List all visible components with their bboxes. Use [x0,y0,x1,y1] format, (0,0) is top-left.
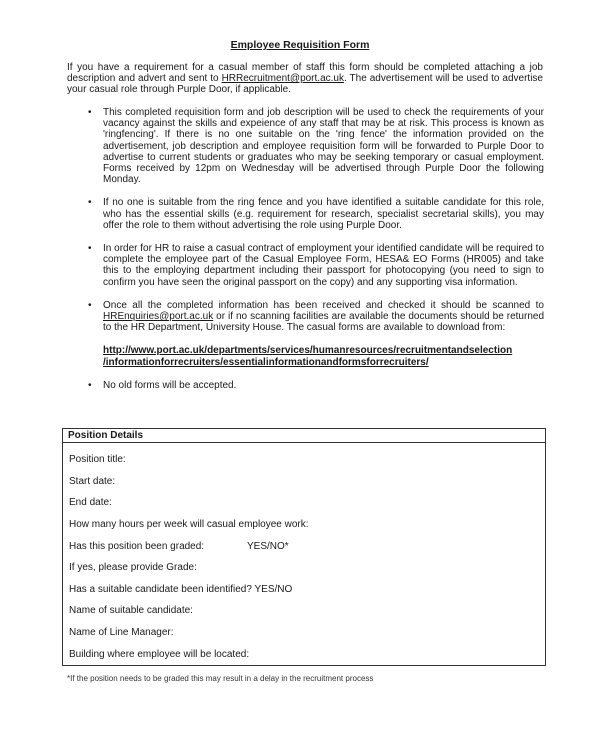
grading-footnote: *If the position needs to be graded this may result in a delay in the recruitment process [67,674,374,683]
field-label: Has this position been graded: [69,541,205,552]
field-graded[interactable] [69,541,289,552]
field-label: Name of Line Manager: [69,627,174,638]
forms-url-line-2[interactable]: /informationforrecruiters/essentialinformationandformsforrecruiters/ [103,356,429,368]
field-end-date[interactable] [69,497,112,508]
scan-text-start: Once all the completed information has been received and checked it should be scanned to [103,299,544,311]
bullet-old-forms: • No old forms will be accepted. [88,380,544,391]
field-label: End date: [69,497,112,508]
enquiries-email-link[interactable]: HREnquiries@port.ac.uk [103,311,214,323]
bullet-ringfencing: • This completed requisition form and job description will be used to check the requirements of your vacancy against the skills and expeience of any staff that may be at risk. This process is known as 'ringfencing'. If there is no one suitable on the 'ring fence' the information provided on the advertisement, job description and employee requisition form will be forwarded to Purple Door to advertise to current students or graduates who may be seeking temporary or casual employment. Forms received by 12pm on Wednesday will be advertised through Purple Door the following Monday. [88,107,544,185]
field-candidate-identified[interactable] [69,584,292,595]
field-start-date[interactable] [69,476,115,487]
field-line-manager[interactable] [69,627,174,638]
instructions-list [88,107,544,391]
graded-yes-no[interactable]: YES/NO* [247,541,289,552]
position-details-box [62,428,546,666]
scan-text-end: or if no scanning facilities are available the documents should be returned to the HR Department, University House. The casual forms are available to download from: [103,311,544,334]
form-title: Employee Requisition Form [230,39,370,51]
field-grade[interactable] [69,562,197,573]
bullet-contract: • In order for HR to raise a casual contract of employment your identified candidate will be required to complete the employee part of the Casual Employee Form, HESA& EO Forms (HR005) and take this to the employing department including their passport for photocopying (you need to sign to confirm you have seen the original passport on the copy) and any supporting visa information. [88,243,544,288]
field-label: If yes, please provide Grade: [69,562,197,573]
recruitment-email-link[interactable]: HRRecruitment@port.ac.uk [221,73,344,85]
bullet-scanning [88,300,544,368]
field-label: Building where employee will be located: [69,649,250,660]
field-label: Start date: [69,476,116,487]
intro-text-start: If you have a requirement for a casual member of staff this form should be completed attaching a job description and advert and sent to [67,62,543,85]
forms-url [103,345,544,367]
forms-url-line-1[interactable]: http://www.port.ac.uk/departments/services/humanresources/recruitmentandselection [103,345,513,357]
field-label: Position title: [69,454,126,465]
field-label: Has a suitable candidate been identified? YES/NO [69,584,293,595]
bullet-no-suitable: • If no one is suitable from the ring fence and you have identified a suitable candidate for this role, who has the essential skills (e.g. requirement for research, specialist secretarial skills), you may offer the role to them without advertising the role using Purple Door. [88,197,544,231]
field-building[interactable] [69,649,249,660]
field-label: Name of suitable candidate: [69,605,193,616]
field-label: How many hours per week will casual employee work: [69,519,309,530]
intro-paragraph [67,62,543,96]
field-candidate-name[interactable] [69,605,193,616]
position-details-heading: Position Details [63,429,545,443]
field-position-title[interactable] [69,454,126,465]
field-hours-per-week[interactable] [69,519,309,530]
intro-text-end: . The advertisement will be used to advertise your casual role through Purple Door, if applicable. [67,73,543,96]
